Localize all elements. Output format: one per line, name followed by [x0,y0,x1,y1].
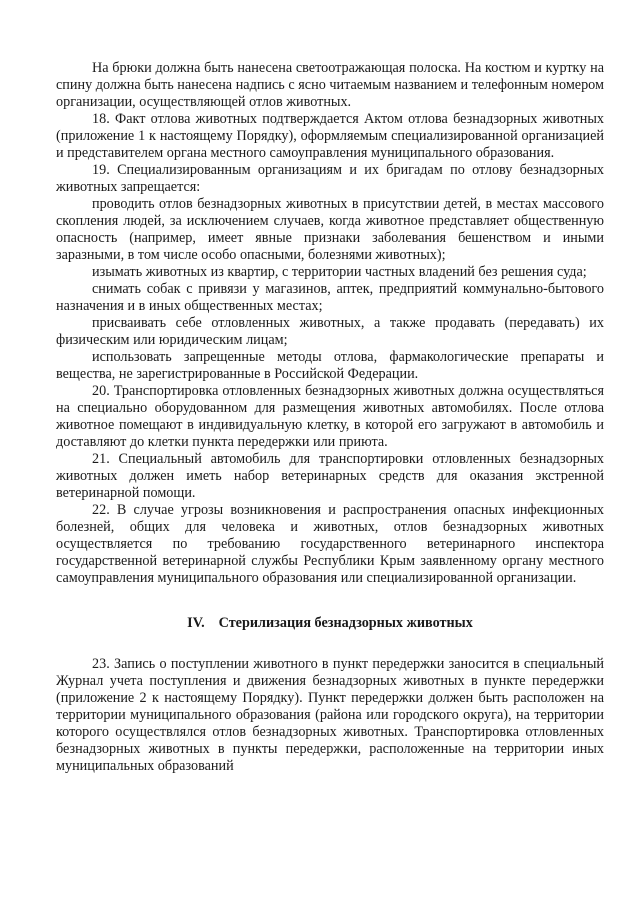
section-number: IV. [187,615,205,631]
paragraph-19-item-4: присваивать себе отловленных животных, а также продавать (передавать) их физическим или юридическим лицам; [56,315,604,348]
paragraph-19-item-3: снимать собак с привязи у магазинов, аптек, предприятий коммунально-бытового назначения и в иных общественных местах; [56,281,604,314]
paragraph-19-item-1: проводить отлов безнадзорных животных в присутствии детей, в местах массового скопления людей, за исключением случаев, когда животное представляет общественную опасность (например, имеет явные признаки заболевания бешенством и иными заразными, в том числе особо опасными, болезнями животных); [56,196,604,263]
paragraph-20: 20. Транспортировка отловленных безнадзорных животных должна осуществляться на специально оборудованном для размещения животных автомобилях. После отлова животное помещают в индивидуальную клетку, в которой его загружают в автомобиль и доставляют до клетки пункта передержки или приюта. [56,383,604,450]
section-title: Стерилизация безнадзорных животных [218,615,473,631]
paragraph-21: 21. Специальный автомобиль для транспортировки отловленных безнадзорных животных должен иметь набор ветеринарных средств для оказания экстренной ветеринарной помощи. [56,451,604,501]
paragraph-18: 18. Факт отлова животных подтверждается Актом отлова безнадзорных животных (приложение 1 к настоящему Порядку), оформляемым специализированной организацией и представителем органа местного самоуправления муниципального образования. [56,111,604,161]
paragraph-19-item-5: использовать запрещенные методы отлова, фармакологические препараты и вещества, не зарегистрированные в Российской Федерации. [56,349,604,382]
paragraph-23: 23. Запись о поступлении животного в пункт передержки заносится в специальный Журнал учета поступления и движения безнадзорных животных в пункте передержки (приложение 2 к настоящему Порядку). Пункт передержки должен быть расположен на территории муниципального образования (района или городского округа), на территории которого осуществлялся отлов безнадзорных животных. Транспортировка отловленных безнадзорных животных в пункты передержки, расположенные на территории иных муниципальных образований [56,656,604,774]
paragraph-brukі: На брюки должна быть нанесена светоотражающая полоска. На костюм и куртку на спину должна быть нанесена надпись с ясно читаемым названием и телефонным номером организации, осуществляющей отлов животных. [56,60,604,110]
paragraph-19: 19. Специализированным организациям и их бригадам по отлову безнадзорных животных запрещается: [56,162,604,195]
paragraph-22: 22. В случае угрозы возникновения и распространения опасных инфекционных болезней, общих для человека и животных, отлов безнадзорных животных осуществляется по требованию государственного ветеринарного инспектора государственной ветеринарной службы Республики Крым заявленному органу местного самоуправления муниципального образования или специализированной организации. [56,502,604,586]
paragraph-19-item-2: изымать животных из квартир, с территории частных владений без решения суда; [92,264,587,280]
section-heading [56,615,604,632]
